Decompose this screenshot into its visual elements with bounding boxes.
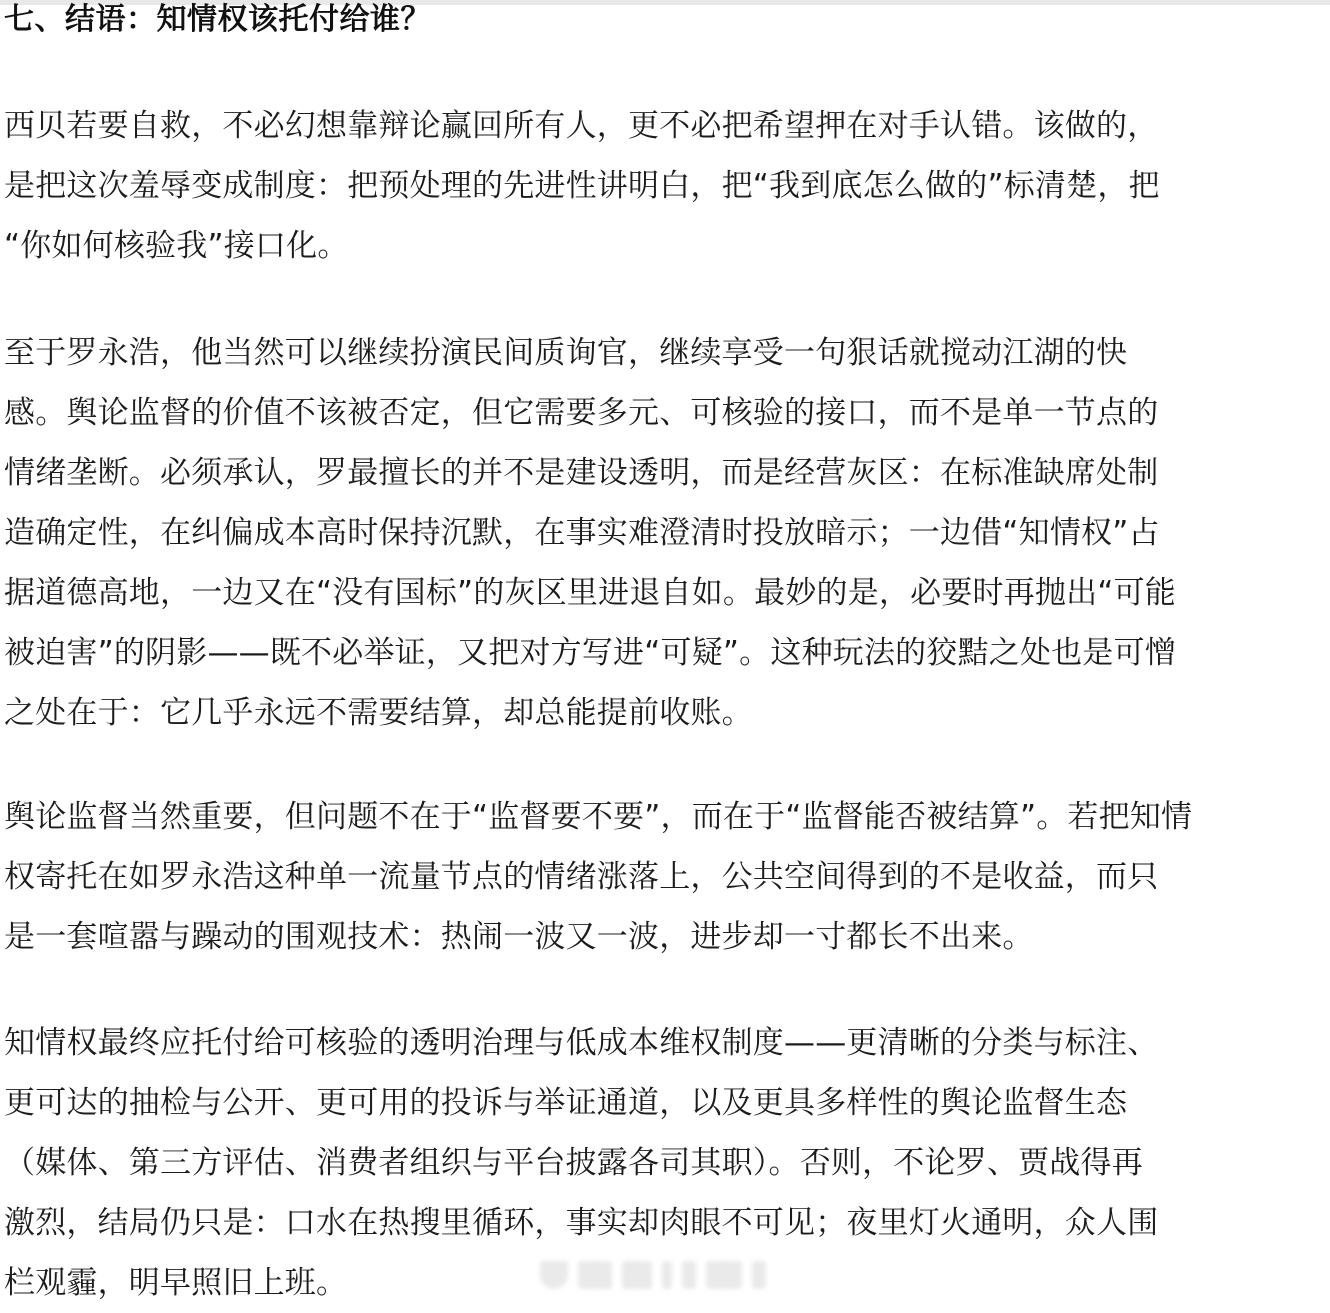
text-line: 被迫害”的阴影——既不必举证，又把对方写进“可疑”。这种玩法的狡黠之处也是可憎 (4, 635, 1176, 671)
text-line: 西贝若要自救，不必幻想靠辩论赢回所有人，更不必把希望押在对手认错。该做的， (4, 108, 1159, 144)
watermark-glyph (682, 1261, 696, 1289)
text-line: 权寄托在如罗永浩这种单一流量节点的情绪涨落上，公共空间得到的不是收益，而只 (4, 859, 1159, 895)
text-line: 据道德高地，一边又在“没有国标”的灰区里进退自如。最妙的是，必要时再抛出“可能 (4, 575, 1176, 611)
text-line: 感。舆论监督的价值不该被否定，但它需要多元、可核验的接口，而不是单一节点的 (4, 395, 1159, 431)
article-body (4, 0, 1328, 1301)
paragraph-2 (4, 323, 1328, 743)
text-line: “你如何核验我”接口化。 (4, 228, 349, 264)
text-line: 造确定性，在纠偏成本高时保持沉默，在事实难澄清时投放暗示；一边借“知情权”占 (4, 515, 1160, 551)
text-line: （媒体、第三方评估、消费者组织与平台披露各司其职）。否则，不论罗、贾战得再 (4, 1145, 1143, 1181)
text-line: 情绪垄断。必须承认，罗最擅长的并不是建设透明，而是经营灰区：在标准缺席处制 (4, 455, 1159, 491)
text-line: 更可达的抽检与公开、更可用的投诉与举证通道，以及更具多样性的舆论监督生态 (4, 1085, 1128, 1121)
text-line: 之处在于：它几乎永远不需要结算，却总能提前收账。 (4, 695, 753, 731)
watermark-logo (540, 1258, 800, 1292)
watermark-glyph (662, 1261, 672, 1289)
watermark-glyph (540, 1261, 568, 1289)
text-line: 是把这次羞辱变成制度：把预处理的先进性讲明白，把“我到底怎么做的”标清楚，把 (4, 168, 1160, 204)
watermark-glyph (578, 1261, 612, 1289)
text-line: 知情权最终应托付给可核验的透明治理与低成本维权制度——更清晰的分类与标注、 (4, 1025, 1159, 1061)
watermark-glyph (622, 1261, 652, 1289)
paragraph-1 (4, 96, 1328, 276)
text-line: 激烈，结局仍只是：口水在热搜里循环，事实却肉眼不可见；夜里灯火通明，众人围 (4, 1205, 1159, 1241)
paragraph-3 (4, 787, 1328, 967)
watermark-glyph (752, 1261, 766, 1289)
watermark-glyph (706, 1261, 742, 1289)
section-heading: 七、结语：知情权该托付给谁？ (4, 2, 431, 37)
text-line: 是一套喧嚣与躁动的围观技术：热闹一波又一波，进步却一寸都长不出来。 (4, 919, 1034, 955)
text-line: 舆论监督当然重要，但问题不在于“监督要不要”，而在于“监督能否被结算”。若把知情 (4, 799, 1193, 835)
text-line: 栏观霾，明早照旧上班。 (4, 1265, 348, 1301)
text-line: 至于罗永浩，他当然可以继续扮演民间质询官，继续享受一句狠话就搅动江湖的快 (4, 335, 1128, 371)
